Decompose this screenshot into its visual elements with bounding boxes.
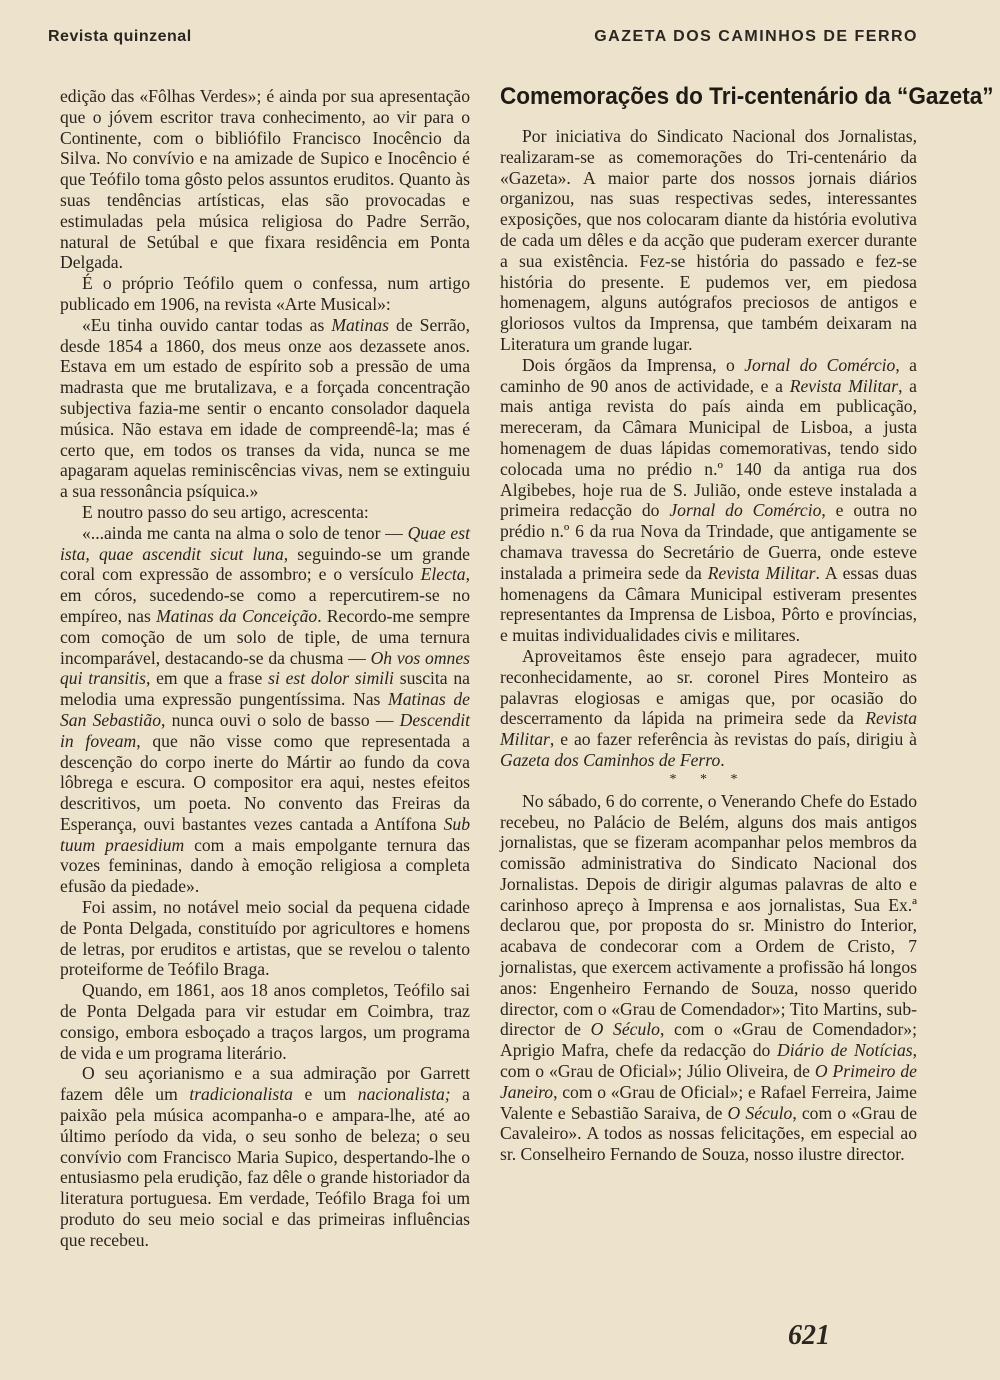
left-paragraph: Foi assim, no notável meio social da pequena cidade de Ponta Delgada, constituído por agricultores e homens de letras, por eruditos e artistas, que se revelou o talento proteiforme de Teófilo Braga. [60, 897, 470, 980]
left-paragraph: «...ainda me canta na alma o solo de tenor — Quae est ista, quae ascendit sicut luna, seguindo-se um grande coral com expressão de assombro; e o versículo Electa, em córos, sucedendo-se como a repercutirem-se no empíreo, nas Matinas da Conceição. Recordo-me sempre com comoção de um solo de tiple, de uma ternura incomparável, destacando-se da chusma — Oh vos omnes qui transitis, em que a frase si est dolor simili suscita na melodia uma expressão pungentíssima. Nas Matinas de San Sebastião, nunca ouvi o solo de basso — Descendit in foveam, que não visse como que representada a descenção do corpo inerte do Mártir ao fundo da cova lôbrega e escura. O compositor era aqui, nestes efeitos descritivos, um poeta. No convento das Freiras da Esperança, ouvi bastantes vezes cantada a Antífona Sub tuum praesidium com a mais empolgante ternura das vozes femininas, dando à emoção religiosa a completa efusão da piedade». [60, 522, 470, 897]
header-right: GAZETA DOS CAMINHOS DE FERRO [594, 28, 918, 45]
right-paragraph: Dois órgãos da Imprensa, o Jornal do Comércio, a caminho de 90 anos de actividade, e a Revista Militar, a mais antiga revista do país ainda em publicação, mereceram, da Câmara Municipal de Lisboa, a justa homenagem de duas lápidas comemorativas, tendo sido colocada uma no prédio n.º 140 da antiga rua dos Algibebes, hoje rua de S. Julião, onde esteve instalada a primeira redacção do Jornal do Comércio, e outra no prédio n.º 6 da rua Nova da Trindade, que antigamente se chamava travessa do Secretário de Guerra, onde esteve instalada a primeira sede da Revista Militar. A essas duas homenagens da Câmara Municipal estiveram presentes representantes da Imprensa de Lisboa, Pôrto e províncias, e muitas individualidades civis e militares. [500, 354, 917, 646]
section-separator: * * * [669, 771, 748, 787]
page-header [48, 28, 918, 46]
right-paragraph: Aproveitamos êste ensejo para agradecer, muito reconhecidamente, ao sr. coronel Pires Monteiro as palavras elogiosas e amigas que, por ocasião do descerramento da lápida na primeira sede da Revista Militar, e ao fazer referência às revistas do país, dirigiu à Gazeta dos Caminhos de Ferro. [500, 645, 917, 770]
left-paragraph: Quando, em 1861, aos 18 anos completos, Teófilo sai de Ponta Delgada para vir estudar em Coimbra, traz consigo, embora esboçado a traços largos, um programa de vida e um programa literário. [60, 980, 470, 1063]
left-paragraph: «Eu tinha ouvido cantar todas as Matinas de Serrão, desde 1854 a 1860, dos meus onze aos dezassete anos. Estava em um estado de espírito sob a pressão de uma madrasta que me brutalizava, e a forçada concentração subjectiva fazia-me sentir o encanto consolador daquela música. Não estava em idade de compreendê-la; mas é certo que, em todos os transes da vida, nunca se me apagaram aquelas reminiscências vivas, nem se extinguiu a sua ressonância psíquica.» [60, 314, 470, 502]
left-paragraph: O seu açorianismo e a sua admiração por Garrett fazem dêle um tradicionalista e um nacionalista; a paixão pela música acompanha-o e ampara-lhe, até ao último período da vida, o seu sonho de beleza; o seu convívio com Francisco Maria Supico, despertando-lhe o entusiasmo pela erudição, faz dêle o grande historiador da literatura portuguesa. Em verdade, Teófilo Braga foi um produto do seu meio social e das primeiras influências que recebeu. [60, 1063, 470, 1250]
left-paragraph: edição das «Fôlhas Verdes»; é ainda por sua apresentação que o jóvem escritor trava conhecimento, ao vir para o Continente, com o bibliófilo Francisco Inocêncio da Silva. No convívio e na amizade de Supico e Inocêncio é que Teófilo toma gôsto pelos assuntos eruditos. Quanto às suas tendências artísticas, elas são provocadas e estimuladas pela música religiosa do Padre Serrão, natural de Setúbal e que fixara residência em Ponta Delgada. [60, 86, 470, 273]
right-paragraph: No sábado, 6 do corrente, o Venerando Chefe do Estado recebeu, no Palácio de Belém, alguns dos mais antigos jornalistas, que se fizeram acompanhar pelos membros da comissão administrativa do Sindicato Nacional dos Jornalistas. Depois de dirigir algumas palavras de alto e carinhoso apreço à Imprensa e aos jornalistas, Sua Ex.ª declarou que, por proposta do sr. Ministro do Interior, acabava de condecorar com a Ordem de Cristo, 7 jornalistas, que exercem activamente a profissão há longos anos: Engenheiro Fernando de Souza, nosso querido director, com o «Grau de Comendador»; Tito Martins, sub-director de O Século, com o «Grau de Comendador»; Aprigio Mafra, chefe da redacção do Diário de Notícias, com o «Grau de Oficial»; Júlio Oliveira, de O Primeiro de Janeiro, com o «Grau de Oficial»; e Rafael Ferreira, Jaime Valente e Sebastião Saraiva, de O Século, com o «Grau de Cavaleiro». A todos as nossas felicitações, em especial ao sr. Conselheiro Fernando de Souza, nosso ilustre director. [500, 790, 917, 1165]
left-paragraph: E noutro passo do seu artigo, acrescenta: [82, 501, 369, 522]
left-column [60, 86, 470, 1251]
header-left: Revista quinzenal [48, 28, 192, 45]
article-title: Comemorações do Tri-centenário da “Gazeta” [500, 83, 994, 110]
right-paragraph: Por iniciativa do Sindicato Nacional dos Jornalistas, realizaram-se as comemorações do Tri-centenário da «Gazeta». A maior parte dos nossos jornais diários organizou, nas suas respectivas sedes, interessantes exposições, que nos colocaram diante da história evolutiva de cada um dêles e da acção que puderam exercer durante a sua existência. Fez-se história do passado e fez-se história do presente. E pudemos ver, em piedosa homenagem, alguns autógrafos preciosos de antigos e gloriosos vultos da Imprensa, que também deixaram na Literatura um grande lugar. [500, 126, 917, 354]
right-column [500, 82, 994, 1165]
page-number: 621 [788, 1320, 830, 1351]
left-paragraph: É o próprio Teófilo quem o confessa, num artigo publicado em 1906, na revista «Arte Musical»: [60, 273, 470, 314]
